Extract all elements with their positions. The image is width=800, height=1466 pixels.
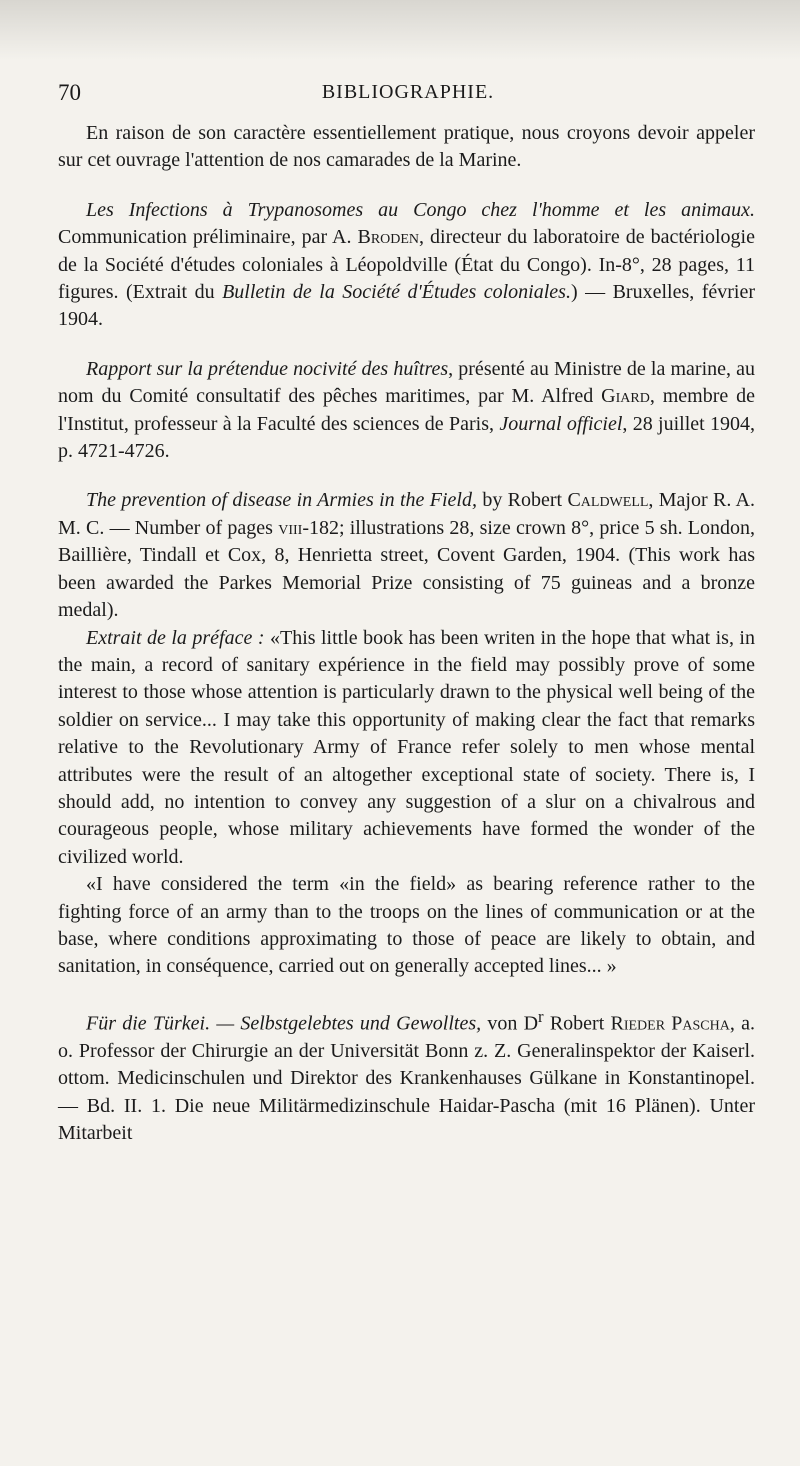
bibliography-entry-huitres [58, 356, 755, 466]
page-body [58, 120, 755, 1147]
paragraph-text: En raison de son caractère essentiellement pratique, nous croyons devoir appeler sur cet ouvrage l'attention de nos camarades de la Marine. [58, 122, 755, 172]
page-header [58, 80, 758, 110]
entry-text: Robert [543, 1012, 611, 1035]
entry-text: , membre de l'Institut, professeur à la Faculté des sciences de Paris, [58, 385, 755, 435]
entry-author: Broden [357, 226, 420, 249]
entry-journal: Bulletin de la Société d'Études coloniales. [222, 281, 571, 304]
entry-superscript: r [538, 1006, 544, 1026]
bibliography-entry-turkei [58, 1003, 755, 1148]
entry-journal: Journal officiel [499, 412, 623, 435]
preface-extract-continued [58, 871, 755, 981]
entry-text: -182; illustrations 28, size crown 8°, price 5 sh. London, Baillière, Tindall et Cox, 8, Henrietta street, Covent Garden, 1904. (This work has been awarded the Parkes Memorial Prize consisting of 75 guineas and a bronze medal). [58, 516, 756, 622]
extract-text: «I have considered the term «in the field» as bearing reference rather to the fighting force of an army than to the troops on the lines of communication or at the base, where conditions approximating to those of peace are likely to obtain, and sanitation, in conséquence, carried out on generally accepted lines... » [58, 873, 755, 978]
entry-title: Für die Türkei. — Selbstgelebtes und Gewolltes, [86, 1012, 482, 1035]
entry-author: Giard [601, 385, 650, 408]
entry-author: Rieder Pascha [610, 1012, 730, 1035]
entry-text: , 28 juillet 1904, p. 4721-4726. [58, 412, 755, 463]
entry-text: , présenté au Ministre de la marine, au nom du Comité consultatif des pêches maritimes, par M. Alfred [58, 357, 755, 408]
entry-roman-numeral: viii [278, 516, 303, 539]
page-edge-shading [0, 0, 800, 60]
entry-text: by Robert [476, 489, 568, 512]
extract-text: «This little book has been writen in the hope that what is, in the main, a record of sanitary expérience in the field may possibly prove of some interest to those whose attention is particularly drawn to the physical well being of the soldier on service... I may take this opportunity of making clear the fact that remarks relative to the Revolutionary Army of France refer solely to men whose mental attributes were the result of an altogether exceptional state of society. There is, I should add, no intention to convey any suggestion of a slur on a chivalrous and courageous people, whose military achievements have formed the wonder of the civilized world. [58, 626, 755, 868]
entry-author: Caldwell [567, 489, 649, 512]
entry-text: ) — Bruxelles, février 1904. [58, 281, 756, 331]
page-number: 70 [58, 80, 81, 105]
extract-label: Extrait de la préface : [86, 626, 265, 649]
entry-text: , Major R. A. M. C. — Number of pages [58, 489, 755, 539]
bibliography-entry-trypanosomes [58, 197, 755, 334]
entry-text: , directeur du laboratoire de bactériologie de la Société d'études coloniales à Léopoldville (État du Congo). In-8°, 28 pages, 11 figures. (Extrait du [58, 226, 755, 304]
entry-title: Rapport sur la prétendue nocivité des huîtres [86, 357, 449, 380]
entry-title: Les Infections à Trypanosomes au Congo chez l'homme et les animaux. [86, 198, 755, 221]
running-title: BIBLIOGRAPHIE. [321, 81, 495, 103]
entry-title: The prevention of disease in Armies in the Field, [86, 489, 477, 512]
entry-text: Communication préliminaire, par A. [58, 226, 358, 249]
entry-text: , a. o. Professor der Chirurgie an der Universität Bonn z. Z. Generalinspektor der Kaiserl. ottom. Medicinschulen und Direktor des Krankenhauses Gülkane in Konstantinopel. — Bd. II. 1. Die neue Militärmedizinschule Haidar-Pascha (mit 16 Plänen). Unter Mitarbeit [58, 1012, 755, 1145]
bibliography-entry-prevention [58, 487, 755, 624]
entry-text: von D [481, 1012, 539, 1035]
paragraph-intro [58, 120, 755, 175]
preface-extract [58, 625, 755, 872]
